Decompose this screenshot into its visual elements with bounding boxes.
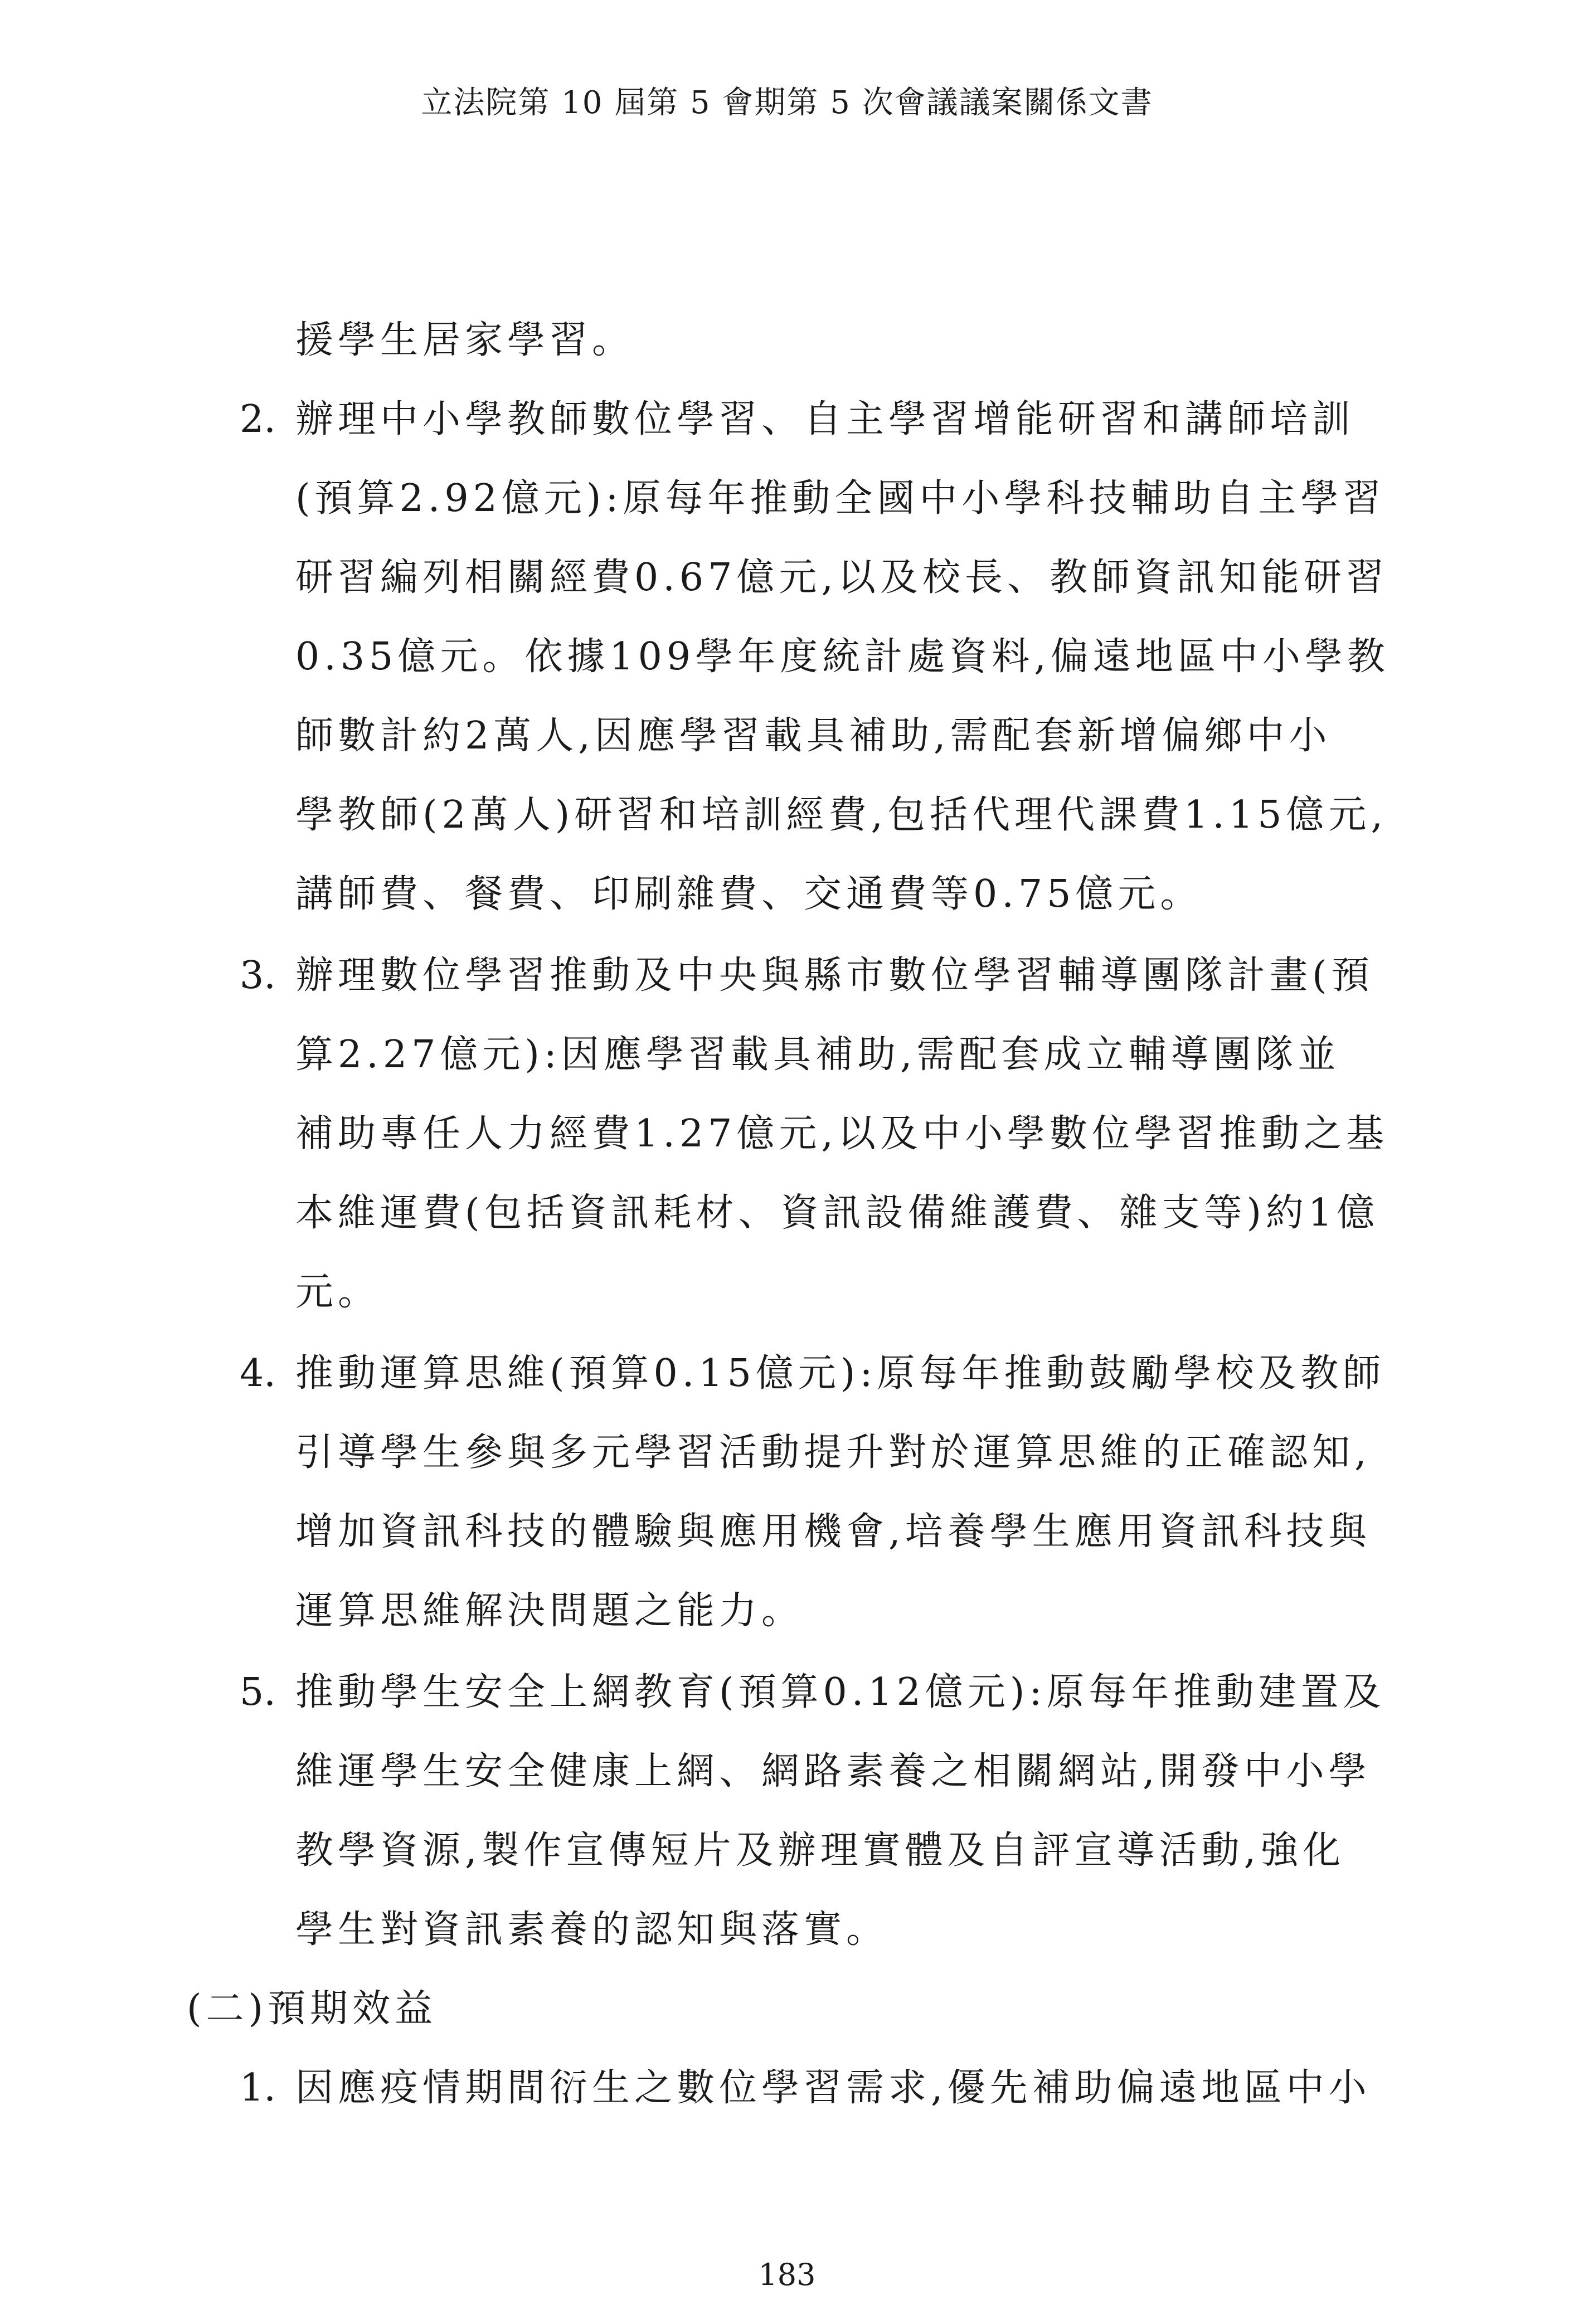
item-line: 學生對資訊素養的認知與落實。 xyxy=(295,1908,889,1952)
item-number: 2. xyxy=(240,397,276,441)
item-line: (預算2.92億元):原每年推動全國中小學科技輔助自主學習 xyxy=(295,477,1386,521)
item-line: 維運學生安全健康上網、網路素養之相關網站,開發中小學 xyxy=(295,1749,1371,1793)
list-item-4 xyxy=(0,1334,1574,1651)
item-number: 5. xyxy=(240,1670,276,1714)
page-number: 183 xyxy=(758,2257,816,2292)
item-line: 運算思維解決問題之能力。 xyxy=(295,1589,804,1633)
item-line: 引導學生參與多元學習活動提升對於運算思維的正確認知, xyxy=(295,1431,1371,1475)
sub-list-item-1 xyxy=(0,2049,1574,2128)
item-line: 算2.27億元):因應學習載具補助,需配套成立輔導團隊並 xyxy=(295,1033,1340,1077)
item-line: 推動學生安全上網教育(預算0.12億元):原每年推動建置及 xyxy=(295,1670,1386,1714)
item-line: 教學資源,製作宣傳短片及辦理實體及自評宣導活動,強化 xyxy=(295,1829,1345,1873)
item-line: 辦理數位學習推動及中央與縣市數位學習輔導團隊計畫(預 xyxy=(295,954,1374,998)
item-line: 補助專任人力經費1.27億元,以及中小學數位學習推動之基 xyxy=(295,1112,1389,1156)
item-line: 講師費、餐費、印刷雜費、交通費等0.75億元。 xyxy=(295,872,1203,916)
item-line: 因應疫情期間衍生之數位學習需求,優先補助偏遠地區中小 xyxy=(295,2066,1371,2110)
item-line: 學教師(2萬人)研習和培訓經費,包括代理代課費1.15億元, xyxy=(295,793,1387,837)
list-item-5 xyxy=(0,1653,1574,1970)
item-line: 增加資訊科技的體驗與應用機會,培養學生應用資訊科技與 xyxy=(295,1510,1371,1554)
item-line: 元。 xyxy=(295,1270,381,1314)
item-line: 研習編列相關經費0.67億元,以及校長、教師資訊知能研習 xyxy=(295,556,1389,600)
item-line: 師數計約2萬人,因應學習載具補助,需配套新增偏鄉中小 xyxy=(295,714,1332,758)
intro-line: 援學生居家學習。 xyxy=(295,318,635,362)
section-heading: (二)預期效益 xyxy=(187,1987,438,2031)
item-number: 4. xyxy=(240,1351,276,1396)
document-body xyxy=(0,301,1574,2128)
list-item-3 xyxy=(0,936,1574,1332)
item-number: 1. xyxy=(240,2066,276,2110)
item-number: 3. xyxy=(240,954,276,998)
document-header: 立法院第 10 屆第 5 會期第 5 次會議議案關係文書 xyxy=(421,85,1153,121)
item-line: 辦理中小學教師數位學習、自主學習增能研習和講師培訓 xyxy=(295,397,1355,441)
list-item-2 xyxy=(0,380,1574,934)
item-line: 本維運費(包括資訊耗材、資訊設備維護費、雜支等)約1億 xyxy=(295,1191,1379,1235)
item-line: 0.35億元。依據109學年度統計處資料,偏遠地區中小學教 xyxy=(295,635,1390,679)
item-line: 推動運算思維(預算0.15億元):原每年推動鼓勵學校及教師 xyxy=(295,1351,1386,1396)
